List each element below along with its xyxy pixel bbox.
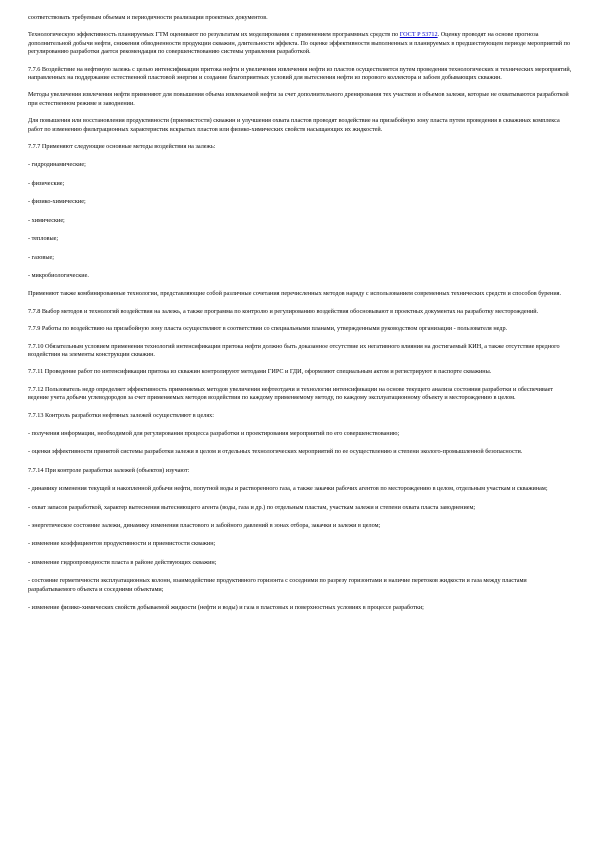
list-item: - изменение коэффициентов продуктивности и приемистости скважин;: [28, 540, 216, 548]
paragraph: 7.7.10 Обязательным условием применения технологий интенсификации притока нефти должно быть доказанное отсутствие их негативного влияния на достигаемый КИН, а также отсутствие вредного воздействия на элементы конструкции скважин.: [28, 342, 560, 358]
paragraph: 7.7.11 Проведение работ по интенсификации притока из скважин контролируют методами ГИРС и ГДИ, оформляют специальным актом и регистрируют в паспорте скважины.: [28, 368, 492, 376]
section-heading: 7.7.13 Контроль разработки нефтяных залежей осуществляют в целях:: [28, 411, 214, 419]
list-item: - оценки эффективности принятой системы разработки залежи в целом и отдельных технологических мероприятий по ее осуществлению и степени эколого-промышленной безопасности.: [28, 448, 523, 456]
list-item: - изменение гидропроводности пласта в районе действующих скважин;: [28, 558, 217, 566]
gost-link[interactable]: ГОСТ Р 53712: [399, 31, 438, 39]
list-item: - энергетическое состояние залежи, динамику изменения пластового и забойного давлений в зонах отбора, закачки и залежи в целом;: [28, 522, 381, 529]
list-item: - газовые;: [28, 253, 54, 261]
list-item: - изменение физико-химических свойств добываемой жидкости (нефти и воды) и газа в пластовых и поверхностных условиях в процессе разработки;: [28, 604, 424, 612]
paragraph: Применяют также комбинированные технологии, представляющие собой различные сочетания перечисленных методов наряду с использованием современных технических средств и способов бурения.: [28, 290, 562, 298]
paragraph: Методы увеличения извлечения нефти применяют для повышения объема извлекаемой нефти за счет дополнительного дренирования тех участков и объемов залежи, которые не охватываются разработкой при естественном режиме и заводнении.: [28, 91, 569, 107]
list-item: - микробиологические.: [28, 271, 89, 279]
paragraph-text: Технологическую эффективность планируемых ГТМ оценивают по результатам их моделирования с применением программных средств по: [28, 31, 400, 39]
paragraph: Для повышения или восстановления продуктивности (приемистости) скважин и улучшения охвата пластов проводят воздействие на призабойную зону пласта путем проведения в скважинах комплекса работ по изменению фильтрационных характеристик вскрытых пластов или физико-химических свойств насыщающих их жидкостей.: [28, 117, 560, 133]
list-item: - физико-химические;: [28, 198, 86, 206]
list-item: - физические;: [28, 179, 65, 187]
list-item: - динамику изменения текущей и накопленной добычи нефти, попутной воды и растворенного газа, а также закачки рабочих агентов по месторождению в целом, отдельным участкам и скважинам;: [28, 485, 548, 493]
paragraph: 7.7.9 Работы по воздействию на призабойную зону пласта осуществляют в соответствии со специальными планами, утвержденными руководством организации - пользователя недр.: [28, 325, 508, 333]
section-heading: 7.7.14 При контроле разработки залежей (объектов) изучают:: [28, 466, 190, 474]
paragraph-text: . Оценку проводят на основе прогноза дополнительной добычи нефти, снижения обводненности продукции скважин, длительности эффекта. По оценке эффективности выполненных и планируемых в предшествующем периоде мероприятий по регулированию разработки дается рекомендация по совершенствованию системы управления разработкой.: [28, 31, 571, 56]
list-item: - химические;: [28, 216, 65, 224]
paragraph: 7.7.8 Выбор методов и технологий воздействия на залежь, а также программа по контролю и регулированию воздействия обосновывают в проектных документах на разработку месторождений.: [28, 307, 539, 315]
document-page: [28, 14, 573, 622]
paragraph: соответствовать требуемым объемам и периодичности реализации проектных документов.: [28, 14, 268, 21]
paragraph-gost-reference: [28, 31, 573, 56]
paragraph: 7.7.6 Воздействие на нефтяную залежь с целью интенсификации притока нефти и увеличения извлечения нефти из пластов осуществляется путем проведения технологических и технических мероприятий, направленных на поддержание естественной пластовой энергии и создание благоприятных условий для вытеснения нефти из порового коллектора и забоев добывающих скважин.: [28, 65, 572, 82]
section-heading: 7.7.7 Применяют следующие основные методы воздействия на залежь:: [28, 143, 216, 151]
list-item: - тепловые;: [28, 235, 59, 243]
list-item: - охват запасов разработкой, характер вытеснения вытесняющего агента (воды, газа и др.) по отдельным пластам, участкам залежи и степени охвата пласта заводнением;: [28, 503, 476, 511]
list-item: - состояние герметичности эксплуатационных колонн, взаимодействие продуктивного горизонта с соседними по разрезу горизонтами и наличие перетоков жидкости и газа между пластами разрабатываемого объекта и соседними объектами;: [28, 577, 527, 593]
list-item: - гидродинамические;: [28, 161, 86, 169]
paragraph: 7.7.12 Пользователь недр определяет эффективность применяемых методов увеличения нефтеотдачи и технологии интенсификации на основе текущего анализа состояния разработки и обеспечивает ведение учета добычи углеводородов за счет применяемых методов воздействия по каждому применяемому методу, по каждому эксплуатационному объекту и месторождению в целом.: [28, 385, 554, 402]
list-item: - получения информации, необходимой для регулирования процесса разработки и проектирования мероприятий по его совершенствованию;: [28, 429, 400, 437]
